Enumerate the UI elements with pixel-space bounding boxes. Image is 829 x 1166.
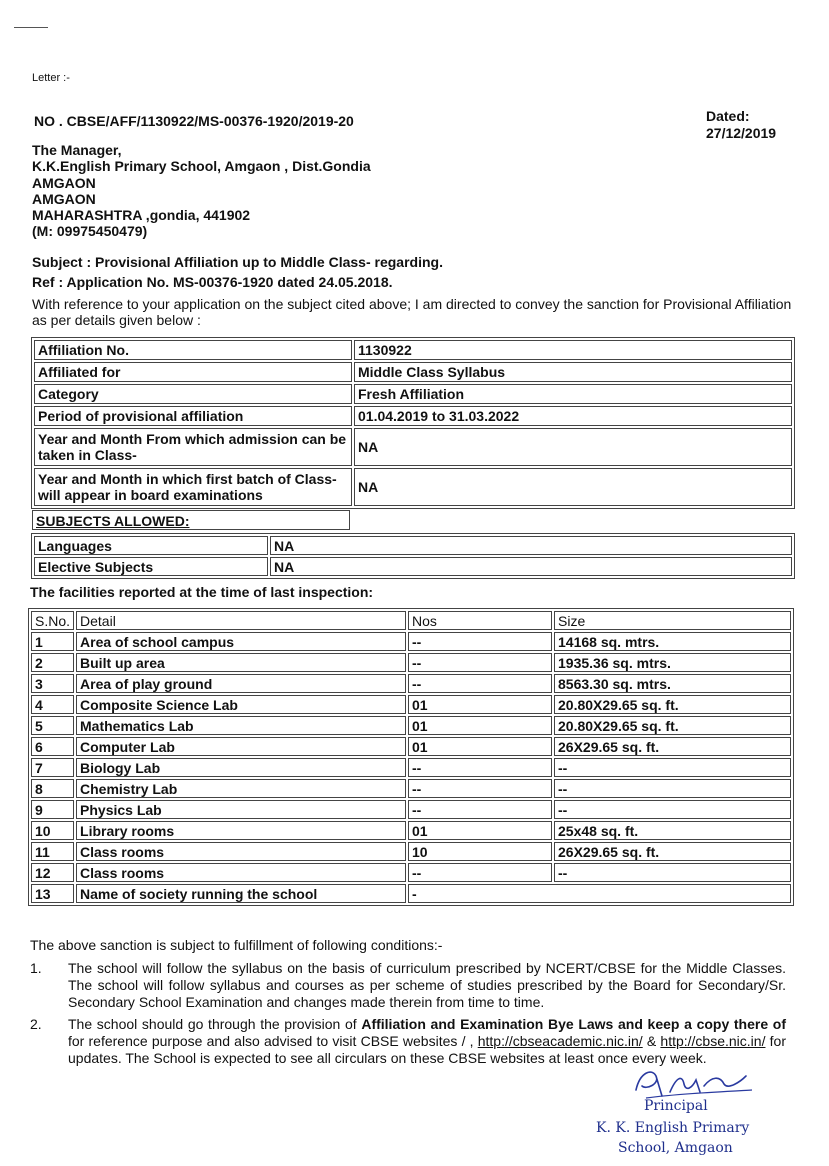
stamp-line: Principal [644,1098,708,1114]
condition-number: 2. [30,1016,42,1032]
affiliation-value: Middle Class Syllabus [354,362,792,382]
table-row [34,428,792,466]
detail-cell: Library rooms [76,821,406,840]
nos-cell: -- [408,800,552,819]
affiliation-value: NA [354,468,792,506]
table-row [34,468,792,506]
sno-cell: 2 [31,653,74,672]
subjects-allowed-heading: SUBJECTS ALLOWED: [32,510,350,530]
table-row [31,863,791,882]
size-cell: -- [554,863,791,882]
size-cell: 20.80X29.65 sq. ft. [554,716,791,735]
condition-text-part: & [642,1033,661,1049]
condition-number: 1. [30,960,42,976]
size-cell: 20.80X29.65 sq. ft. [554,695,791,714]
intro-paragraph: With reference to your application on the subject cited above; I am directed to convey the sanction for Provisional Affiliation as per details given below : [32,296,792,328]
detail-cell: Mathematics Lab [76,716,406,735]
sno-cell: 3 [31,674,74,693]
size-cell: -- [554,800,791,819]
sno-cell: 7 [31,758,74,777]
table-row [34,340,792,360]
subject-value: NA [270,536,792,555]
sno-cell: 4 [31,695,74,714]
size-cell: 25x48 sq. ft. [554,821,791,840]
letter-label: Letter :- [32,72,70,84]
table-row [31,779,791,798]
nos-cell: 01 [408,695,552,714]
condition-text: The school will follow the syllabus on the basis of curriculum prescribed by NCERT/CBSE for the Middle Classes. The school will follow syllabus and courses as per scheme of studies prescribed by the Board for Secondary/Sr. Secondary School Examination and changes made therein from time to time. [68,960,786,1010]
affiliation-label: Year and Month in which first batch of Class- will appear in board examinations [34,468,352,506]
facilities-table [28,608,794,906]
facilities-title: The facilities reported at the time of last inspection: [30,584,374,600]
table-row [31,758,791,777]
affiliation-label: Period of provisional affiliation [34,406,352,426]
detail-cell: Physics Lab [76,800,406,819]
detail-cell: Class rooms [76,863,406,882]
recipient-address [32,142,371,240]
column-header: S.No. [31,611,74,630]
reference-number: NO . CBSE/AFF/1130922/MS-00376-1920/2019-20 [34,113,354,129]
sno-cell: 8 [31,779,74,798]
table-row [34,362,792,382]
table-row [34,406,792,426]
sno-cell: 1 [31,632,74,651]
table-row [31,653,791,672]
affiliation-label: Affiliation No. [34,340,352,360]
column-header: Size [554,611,791,630]
table-row [31,800,791,819]
signature-stamp [596,1062,796,1162]
subject-label: Elective Subjects [34,557,268,576]
table-header-row [31,611,791,630]
dated-label: Dated: [706,108,750,124]
table-row [31,737,791,756]
table-row [31,695,791,714]
nos-cell: -- [408,863,552,882]
size-cell: 14168 sq. mtrs. [554,632,791,651]
subject-label: Languages [34,536,268,555]
nos-cell: 01 [408,737,552,756]
affiliation-value: Fresh Affiliation [354,384,792,404]
table-row [34,384,792,404]
dated-value: 27/12/2019 [706,125,777,141]
sno-cell: 12 [31,863,74,882]
subjects-table [31,533,795,579]
affiliation-label: Year and Month From which admission can be taken in Class- [34,428,352,466]
conditions-heading: The above sanction is subject to fulfillment of following conditions:- [30,937,443,953]
nos-cell: -- [408,674,552,693]
address-line: AMGAON [32,190,96,207]
bye-laws-emphasis: Affiliation and Examination Bye Laws and keep a copy there of [361,1016,787,1032]
condition-text-part: for updates. The School is expected to see all circulars on these CBSE websites at least once every week. [68,1033,786,1066]
address-line: The Manager, [32,142,122,158]
address-line: MAHARASHTRA ,gondia, 441902 [32,207,251,224]
nos-cell: 01 [408,821,552,840]
nos-cell: 01 [408,716,552,735]
affiliation-label: Category [34,384,352,404]
subject-block [32,252,443,292]
size-cell: 26X29.65 sq. ft. [554,737,791,756]
affiliation-label: Affiliated for [34,362,352,382]
size-cell: 26X29.65 sq. ft. [554,842,791,861]
nos-cell: -- [408,758,552,777]
reference-line: Ref : Application No. MS-00376-1920 dated 24.05.2018. [32,274,393,290]
column-header: Detail [76,611,406,630]
sno-cell: 11 [31,842,74,861]
sno-cell: 9 [31,800,74,819]
size-cell: -- [554,758,791,777]
table-row [31,674,791,693]
stamp-line: K. K. English Primary [596,1120,750,1136]
table-row [31,716,791,735]
sno-cell: 5 [31,716,74,735]
detail-cell: Composite Science Lab [76,695,406,714]
top-mark [14,27,48,28]
nos-cell: -- [408,632,552,651]
sno-cell: 13 [31,884,74,903]
detail-cell: Computer Lab [76,737,406,756]
detail-cell: Name of society running the school [76,884,406,903]
subject-value: NA [270,557,792,576]
nos-cell: - [408,884,791,903]
detail-cell: Class rooms [76,842,406,861]
detail-cell: Built up area [76,653,406,672]
size-cell: 8563.30 sq. mtrs. [554,674,791,693]
sno-cell: 10 [31,821,74,840]
table-row [34,557,792,576]
table-row [31,842,791,861]
nos-cell: -- [408,653,552,672]
column-header: Nos [408,611,552,630]
table-row [31,884,791,903]
affiliation-value: NA [354,428,792,466]
address-line: AMGAON [32,174,96,191]
table-row [31,632,791,651]
condition-text-part: The school should go through the provision of [68,1016,362,1032]
cbse-website-link[interactable]: http://cbse.nic.in/ [660,1033,766,1049]
size-cell: 1935.36 sq. mtrs. [554,653,791,672]
table-row [31,821,791,840]
condition-text-part: for reference purpose and also advised to visit CBSE websites / , [68,1033,478,1049]
affiliation-table [31,337,795,509]
nos-cell: -- [408,779,552,798]
detail-cell: Chemistry Lab [76,779,406,798]
affiliation-value: 01.04.2019 to 31.03.2022 [354,406,792,426]
condition-text [68,1016,786,1067]
table-row [34,536,792,555]
address-line: K.K.English Primary School, Amgaon , Dist.Gondia [32,158,371,175]
stamp-line: School, Amgaon [618,1140,733,1156]
size-cell: -- [554,779,791,798]
detail-cell: Biology Lab [76,758,406,777]
sno-cell: 6 [31,737,74,756]
detail-cell: Area of play ground [76,674,406,693]
affiliation-value: 1130922 [354,340,792,360]
subject-line: Subject : Provisional Affiliation up to Middle Class- regarding. [32,254,443,270]
detail-cell: Area of school campus [76,632,406,651]
cbse-academic-link[interactable]: http://cbseacademic.nic.in/ [477,1033,643,1049]
address-line: (M: 09975450479) [32,223,148,240]
date-block [706,108,776,142]
nos-cell: 10 [408,842,552,861]
